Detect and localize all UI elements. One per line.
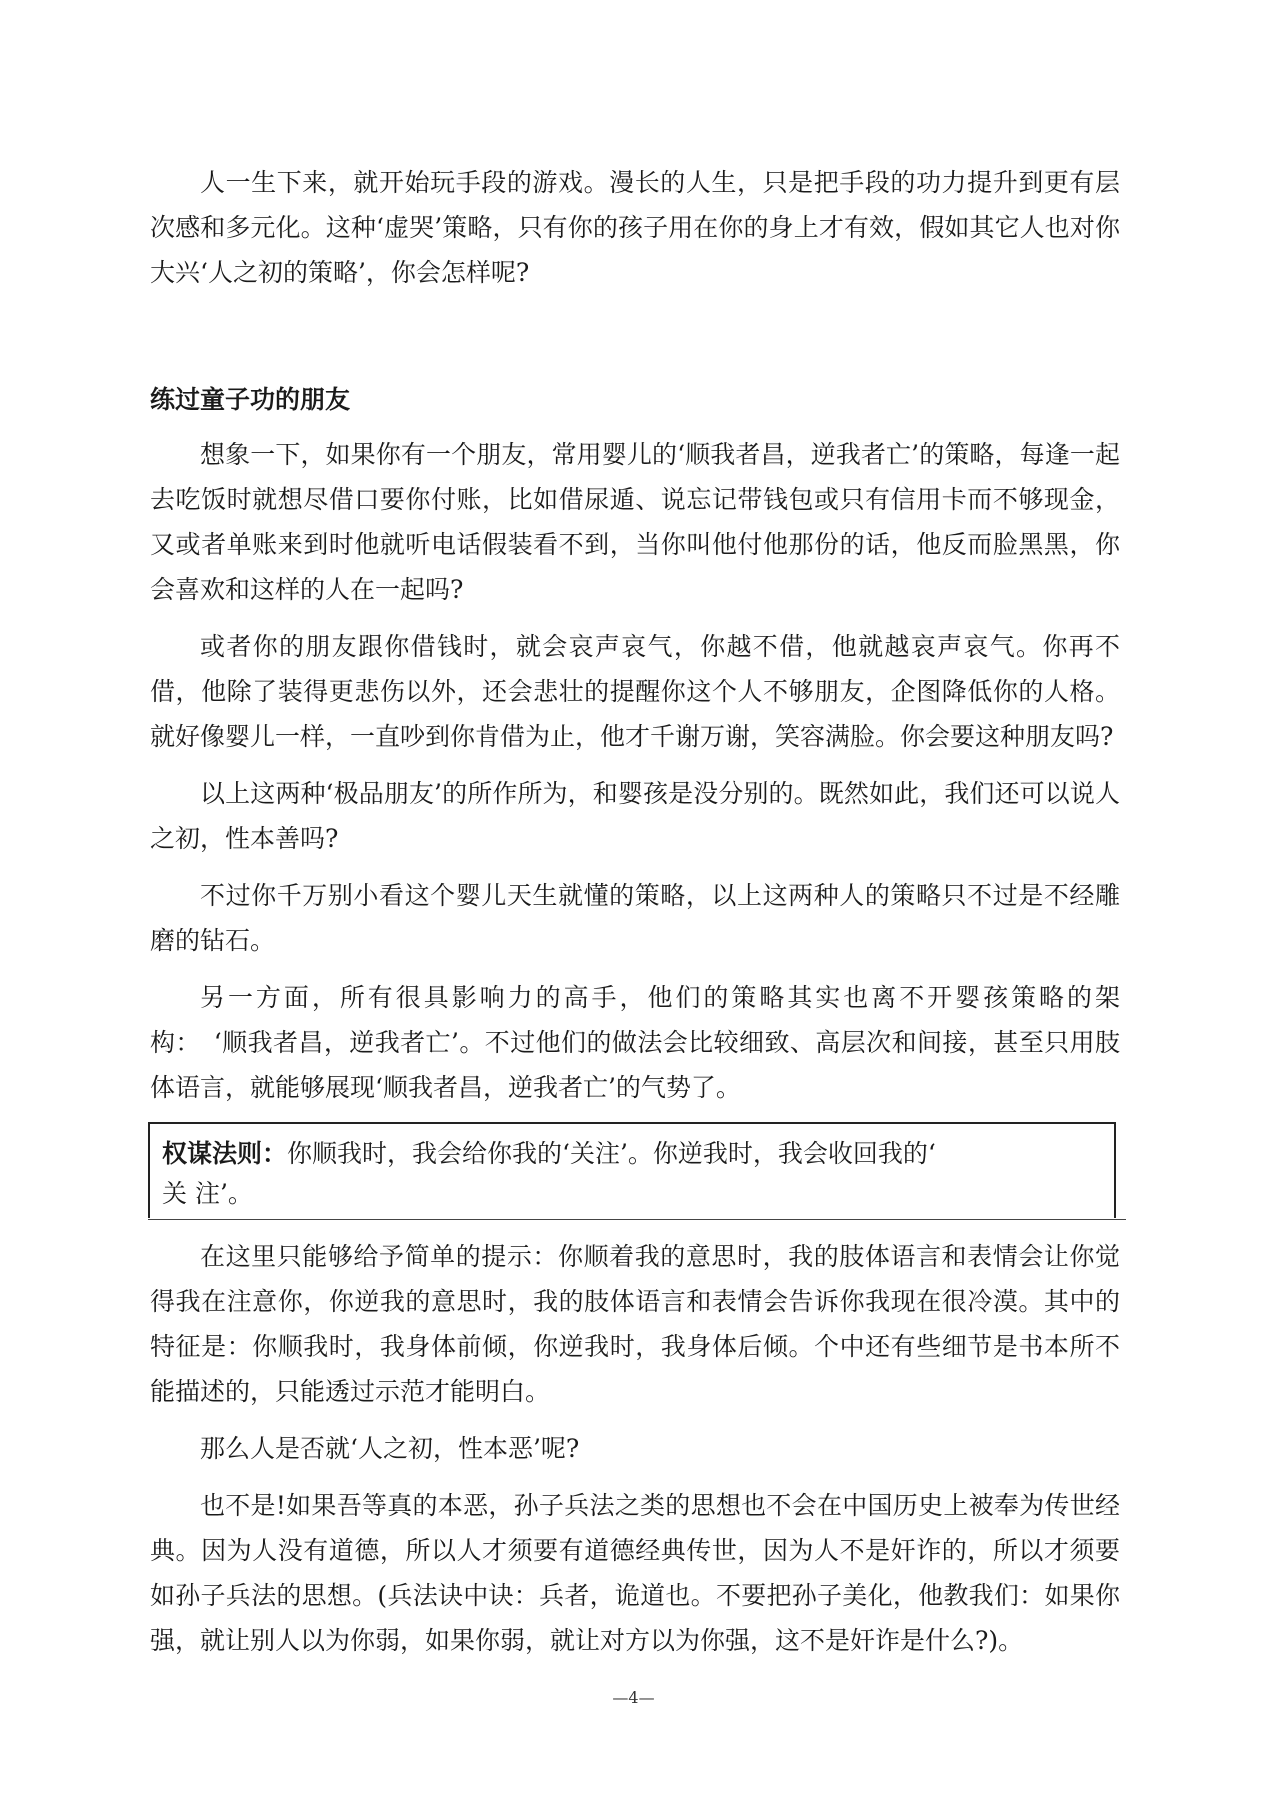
body-paragraph: 在这里只能够给予简单的提示：你顺着我的意思时，我的肢体语言和表情会让你觉得我在注意你，你逆我的意思时，我的肢体语言和表情会告诉你我现在很冷漠。其中的特征是：你顺我时，我身体前倾，你逆我时，我身体后倾。个中还有些细节是书本所不能描述的，只能透过示范才能明白。 bbox=[150, 1242, 1120, 1406]
intro-paragraph: 人一生下来，就开始玩手段的游戏。漫长的人生，只是把手段的功力提升到更有层次感和多元化。这种‘虚哭’策略，只有你的孩子用在你的身上才有效，假如其它人也对你大兴‘人之初的策略’，你会怎样呢? bbox=[150, 168, 1120, 287]
document-page bbox=[150, 160, 1120, 1675]
section-heading: 练过童子功的朋友 bbox=[150, 385, 351, 414]
body-paragraph: 另一方面，所有很具影响力的高手，他们的策略其实也离不开婴孩策略的架构： ‘顺我者昌，逆我者亡’。不过他们的做法会比较细致、高层次和间接，甚至只用肢体语言，就能够展现‘顺我者昌，逆我者亡’的气势了。 bbox=[150, 983, 1120, 1102]
rule-line-1 bbox=[162, 1134, 1102, 1174]
rule-box-bottom-border bbox=[148, 1219, 1126, 1220]
body-paragraph: 那么人是否就‘人之初，性本恶’呢? bbox=[200, 1434, 580, 1463]
body-paragraph: 也不是!如果吾等真的本恶，孙子兵法之类的思想也不会在中国历史上被奉为传世经典。因为人没有道德，所以人才须要有道德经典传世，因为人不是奸诈的，所以才须要如孙子兵法的思想。(兵法诀中诀：兵者，诡道也。不要把孙子美化，他教我们：如果你强，就让别人以为你弱，如果你弱，就让对方以为你强，这不是奸诈是什么?)。 bbox=[150, 1491, 1120, 1655]
rule-callout-box bbox=[148, 1122, 1116, 1218]
body-paragraph: 以上这两种‘极品朋友’的所作所为，和婴孩是没分别的。既然如此，我们还可以说人之初，性本善吗? bbox=[150, 779, 1120, 853]
body-paragraph: 想象一下，如果你有一个朋友，常用婴儿的‘顺我者昌，逆我者亡’的策略，每逢一起去吃饭时就想尽借口要你付账，比如借尿遁、说忘记带钱包或只有信用卡而不够现金，又或者单账来到时他就听电话假装看不到，当你叫他付他那份的话，他反而脸黑黑，你会喜欢和这样的人在一起吗? bbox=[150, 440, 1120, 604]
page-number: —4— bbox=[612, 1688, 655, 1707]
body-paragraph: 不过你千万别小看这个婴儿天生就懂的策略，以上这两种人的策略只不过是不经雕磨的钻石。 bbox=[150, 881, 1120, 955]
rule-line-2: 关 注’。 bbox=[162, 1179, 253, 1208]
rule-text: 你顺我时，我会给你我的‘关注’。你逆我时，我会收回我的‘ bbox=[287, 1139, 936, 1168]
rule-label: 权谋法则： bbox=[162, 1139, 288, 1168]
body-paragraph: 或者你的朋友跟你借钱时，就会哀声哀气，你越不借，他就越哀声哀气。你再不借，他除了装得更悲伤以外，还会悲壮的提醒你这个人不够朋友，企图降低你的人格。就好像婴儿一样，一直吵到你肯借为止，他才千谢万谢，笑容满脸。你会要这种朋友吗? bbox=[150, 632, 1120, 751]
